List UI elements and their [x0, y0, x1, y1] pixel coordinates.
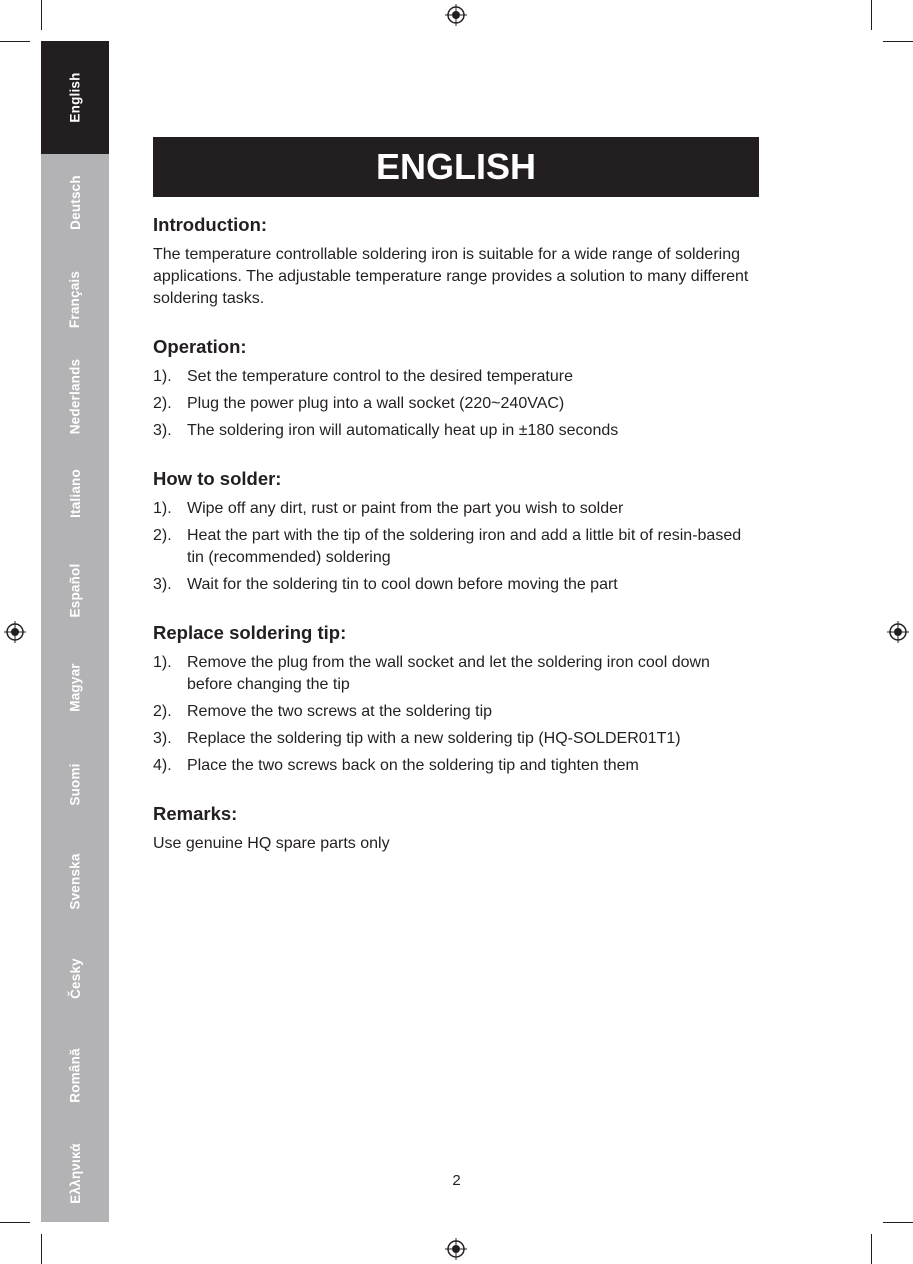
list-item — [153, 366, 759, 388]
operation-steps — [153, 366, 759, 442]
step-text: Wipe off any dirt, rust or paint from the part you wish to solder — [187, 500, 624, 517]
section-heading: Replace soldering tip: — [153, 622, 347, 643]
crop-mark — [883, 1222, 913, 1223]
crop-mark — [41, 1234, 42, 1264]
remarks-text: Use genuine HQ spare parts only — [153, 835, 390, 852]
language-tab-label: Magyar — [67, 663, 83, 712]
replace-steps — [153, 652, 759, 777]
registration-mark-icon — [445, 1238, 467, 1260]
step-number: 1). — [153, 368, 172, 385]
crop-mark — [0, 1222, 30, 1223]
step-text: Remove the plug from the wall socket and let the soldering iron cool down before changing the tip — [187, 654, 710, 693]
step-text: Wait for the soldering tin to cool down before moving the part — [187, 576, 618, 593]
list-item — [153, 420, 759, 442]
list-item — [153, 574, 759, 596]
language-tab-deutsch[interactable] — [41, 154, 109, 251]
introduction-text: The temperature controllable soldering iron is suitable for a wide range of soldering applications. The adjustable temperature range provides a solution to many different soldering tasks. — [153, 246, 749, 307]
language-tab-suomi[interactable] — [41, 736, 109, 833]
crop-mark — [871, 0, 872, 30]
page-title-banner: ENGLISH — [153, 137, 759, 197]
list-item — [153, 728, 759, 750]
language-tab-magyar[interactable] — [41, 639, 109, 736]
step-text: Heat the part with the tip of the soldering iron and add a little bit of resin-based tin (recommended) soldering — [187, 527, 742, 566]
section-heading: Remarks: — [153, 803, 238, 824]
step-text: Plug the power plug into a wall socket (220~240VAC) — [187, 395, 565, 412]
manual-content — [153, 212, 759, 879]
language-tab-francais[interactable] — [41, 251, 109, 348]
step-number: 3). — [153, 730, 172, 747]
crop-mark — [0, 41, 30, 42]
replace-tip-section — [153, 620, 759, 777]
language-tab-label: Română — [67, 1048, 83, 1103]
language-tab-espanol[interactable] — [41, 542, 109, 639]
language-tab-label: Italiano — [67, 469, 83, 518]
list-item — [153, 393, 759, 415]
solder-steps — [153, 498, 759, 596]
language-sidebar — [41, 41, 109, 1222]
page-number: 2 — [452, 1172, 461, 1189]
language-tab-italiano[interactable] — [41, 445, 109, 542]
list-item — [153, 652, 759, 696]
language-tab-label: Español — [67, 563, 83, 618]
step-number: 2). — [153, 703, 172, 720]
how-to-solder-section — [153, 466, 759, 596]
section-heading: Operation: — [153, 336, 247, 357]
list-item — [153, 498, 759, 520]
list-item — [153, 525, 759, 569]
language-tab-nederlands[interactable] — [41, 348, 109, 445]
step-text: Remove the two screws at the soldering tip — [187, 703, 493, 720]
crop-mark — [871, 1234, 872, 1264]
registration-mark-icon — [887, 621, 909, 643]
step-number: 4). — [153, 757, 172, 774]
introduction-section — [153, 212, 759, 310]
step-text: Place the two screws back on the soldering tip and tighten them — [187, 757, 639, 774]
language-tab-label: English — [67, 72, 83, 123]
registration-mark-icon — [4, 621, 26, 643]
language-tab-label: Svenska — [67, 853, 83, 910]
language-tab-label: Deutsch — [67, 175, 83, 230]
language-tab-label: Nederlands — [67, 358, 83, 435]
step-number: 3). — [153, 576, 172, 593]
language-tab-svenska[interactable] — [41, 833, 109, 930]
operation-section — [153, 334, 759, 442]
step-number: 1). — [153, 654, 172, 671]
language-tab-label: Ελληνικά — [67, 1142, 83, 1204]
language-tab-english[interactable] — [41, 41, 109, 154]
step-text: The soldering iron will automatically heat up in ±180 seconds — [187, 422, 619, 439]
crop-mark — [41, 0, 42, 30]
section-heading: Introduction: — [153, 214, 268, 235]
step-text: Set the temperature control to the desired temperature — [187, 368, 573, 385]
crop-mark — [883, 41, 913, 42]
step-number: 1). — [153, 500, 172, 517]
list-item — [153, 701, 759, 723]
language-tab-cesky[interactable] — [41, 930, 109, 1027]
step-number: 2). — [153, 527, 172, 544]
language-tab-romana[interactable] — [41, 1027, 109, 1124]
registration-mark-icon — [445, 4, 467, 26]
step-number: 2). — [153, 395, 172, 412]
step-number: 3). — [153, 422, 172, 439]
section-heading: How to solder: — [153, 468, 282, 489]
step-text: Replace the soldering tip with a new soldering tip (HQ-SOLDER01T1) — [187, 730, 681, 747]
remarks-section — [153, 801, 759, 855]
list-item — [153, 755, 759, 777]
language-tab-label: Česky — [67, 958, 83, 999]
language-tab-label: Suomi — [67, 763, 83, 806]
language-tab-label: Français — [67, 270, 83, 329]
